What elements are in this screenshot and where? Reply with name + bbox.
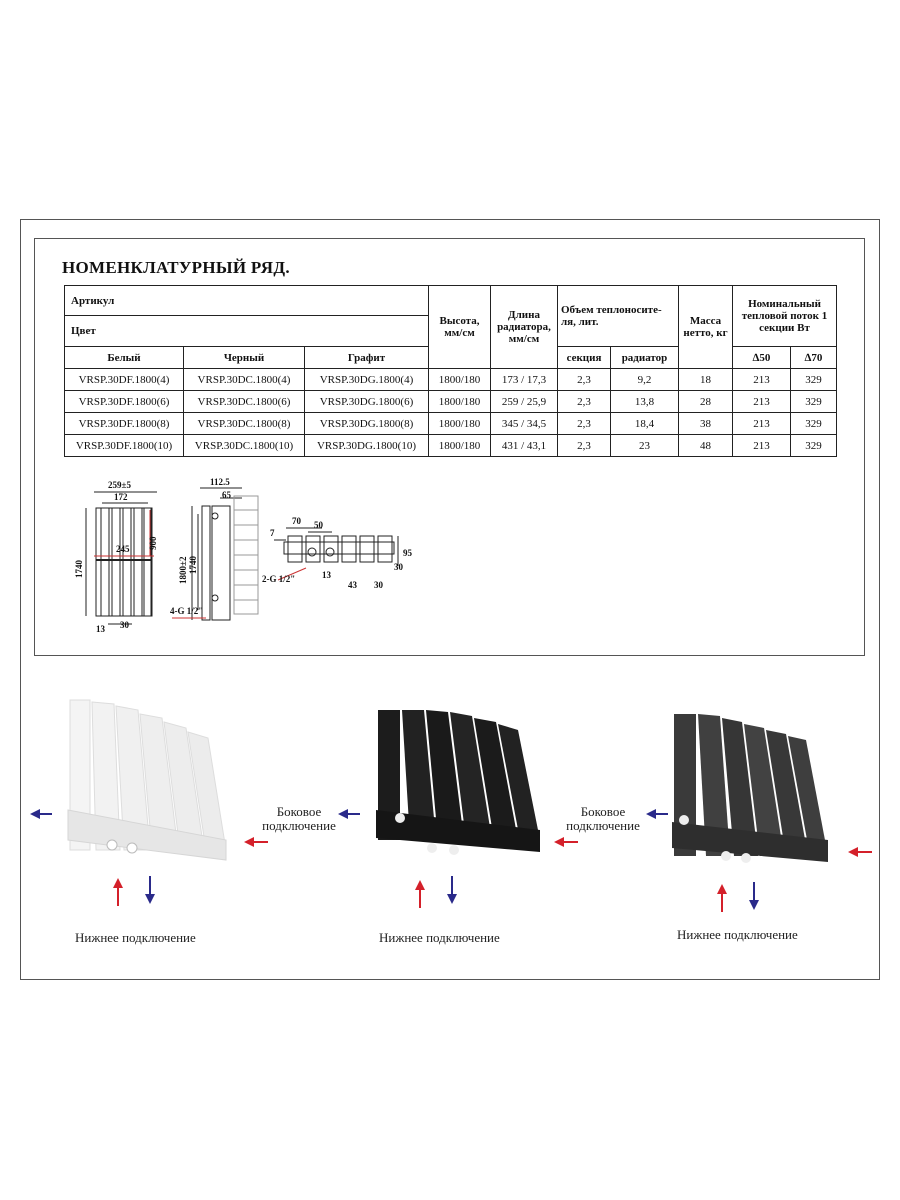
- dim-95: 95: [403, 548, 412, 558]
- arrow-bottom-out-1: [145, 876, 155, 904]
- header-white: Белый: [65, 347, 184, 369]
- side-connection-label-1: Боковое подключение: [262, 804, 336, 833]
- top-view-drawing: [274, 528, 398, 580]
- arrow-side-in-2: [554, 837, 578, 847]
- bottom-connection-label-2: Нижнее подключение: [379, 930, 500, 945]
- header-delta50: ∆50: [733, 347, 791, 369]
- header-flow: Номинальный тепловой поток 1 секции Вт: [733, 286, 837, 347]
- dim-245: 245: [116, 544, 130, 554]
- dim-30-top: 30: [394, 562, 403, 572]
- white-radiator-image: [68, 700, 226, 860]
- header-black: Черный: [184, 347, 305, 369]
- dim-43: 43: [348, 580, 357, 590]
- arrow-side-out-1: [30, 809, 52, 819]
- header-article: Артикул: [65, 286, 429, 316]
- dim-1740: 1740: [74, 560, 84, 578]
- dim-1800: 1800±2: [178, 556, 188, 584]
- header-section: секция: [558, 347, 611, 369]
- arrow-bottom-in-3: [717, 884, 727, 912]
- front-view-drawing: [86, 492, 157, 624]
- header-volume: Объем теплоносите-ля, лит.: [558, 286, 679, 347]
- black-radiator-image: [376, 710, 540, 855]
- dim-900: 900: [148, 536, 158, 550]
- page-title: НОМЕНКЛАТУРНЫЙ РЯД.: [62, 258, 290, 277]
- dim-width-inner: 172: [114, 492, 128, 502]
- graphite-radiator-image: [672, 714, 828, 863]
- table-row: VRSP.30DF.1800(8) VRSP.30DC.1800(8) VRSP.30DG.1800(8) 1800/180 345 / 34,5 2,3 18,4 38 213 329: [65, 413, 837, 435]
- dim-30: 30: [120, 620, 129, 630]
- dim-70: 70: [292, 516, 301, 526]
- dim-13: 13: [96, 624, 105, 634]
- header-graphite: Графит: [305, 347, 429, 369]
- arrow-bottom-in-2: [415, 880, 425, 908]
- table-row: VRSP.30DF.1800(6) VRSP.30DC.1800(6) VRSP.30DG.1800(6) 1800/180 259 / 25,9 2,3 13,8 28 213 329: [65, 391, 837, 413]
- header-color: Цвет: [65, 316, 429, 347]
- bottom-connection-label-1: Нижнее подключение: [75, 930, 196, 945]
- header-length: Длина радиатора, мм/см: [491, 286, 558, 369]
- dim-13-top: 13: [322, 570, 331, 580]
- technical-drawings: [60, 470, 420, 640]
- table-row: VRSP.30DF.1800(4) VRSP.30DC.1800(4) VRSP.30DG.1800(4) 1800/180 173 / 17,3 2,3 9,2 18 213 329: [65, 369, 837, 391]
- header-radiator: радиатор: [611, 347, 679, 369]
- bottom-connection-label-3: Нижнее подключение: [677, 927, 798, 942]
- thread-2g: 2-G 1/2": [262, 574, 296, 584]
- header-mass: Масса нетто, кг: [679, 286, 733, 369]
- arrow-bottom-out-3: [749, 882, 759, 910]
- header-delta70: ∆70: [791, 347, 837, 369]
- thread-4g: 4-G 1/2": [170, 606, 204, 616]
- dim-50: 50: [314, 520, 323, 530]
- arrow-side-in-1: [244, 837, 268, 847]
- dim-30-bottom: 30: [374, 580, 383, 590]
- radiator-illustrations: [20, 690, 880, 920]
- arrow-bottom-in-1: [113, 878, 123, 906]
- dim-7: 7: [270, 528, 275, 538]
- dim-65: 65: [222, 490, 231, 500]
- table-row: VRSP.30DF.1800(10) VRSP.30DC.1800(10) VRSP.30DG.1800(10) 1800/180 431 / 43,1 2,3 23 48 213 329: [65, 435, 837, 457]
- dim-112-5: 112.5: [210, 477, 230, 487]
- side-view-drawing: [172, 488, 258, 620]
- arrow-side-out-2: [646, 809, 668, 819]
- dim-width-total: 259±5: [108, 480, 131, 490]
- arrow-side-in-3: [848, 847, 872, 857]
- arrow-bottom-out-2: [447, 876, 457, 904]
- dim-1740-side: 1740: [188, 556, 198, 574]
- spec-table: [64, 285, 837, 457]
- side-connection-label-2: Боковое подключение: [566, 804, 640, 833]
- header-height: Высота, мм/см: [429, 286, 491, 369]
